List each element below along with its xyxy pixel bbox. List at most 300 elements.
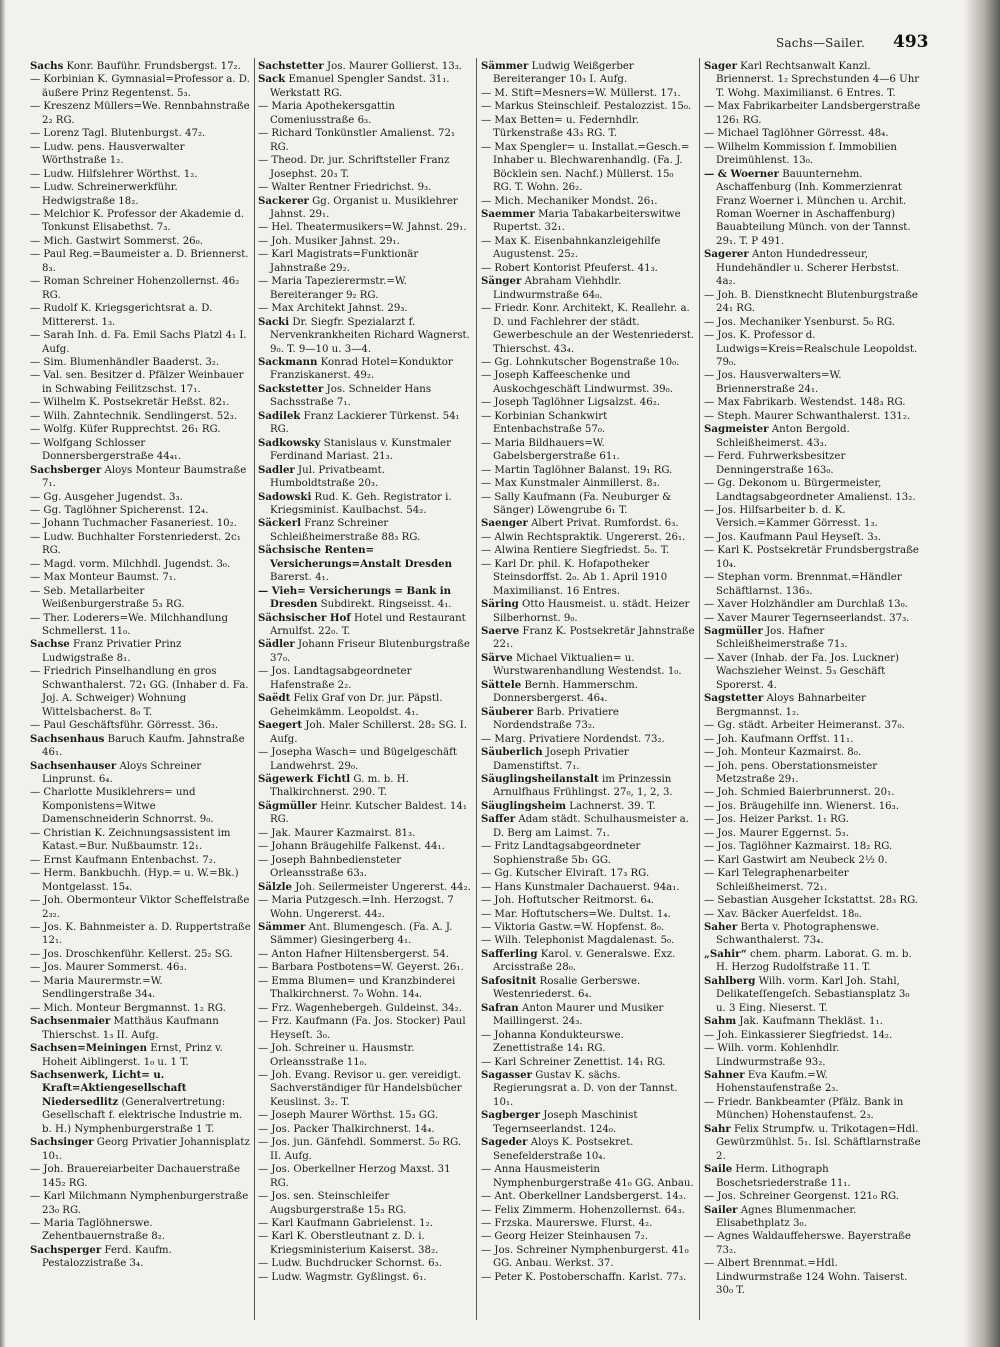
entry-surname: Sänger <box>481 275 522 288</box>
entry-text: Eva Kaufm.=W. Hohenstaufenstraße 2₃. <box>716 1069 839 1095</box>
directory-entry <box>481 1204 695 1217</box>
entry-text: Jak. Kaufmann Thekläst. 1₁. <box>736 1016 883 1028</box>
directory-entry <box>30 894 252 921</box>
directory-entry <box>30 612 252 639</box>
entry-text: — Paul Geschäftsführ. Görresst. 36₃. <box>30 720 219 732</box>
directory-entry <box>258 975 471 1002</box>
directory-entry <box>258 1271 471 1284</box>
entry-text: — Sarah Inh. d. Fa. Emil Sachs Platzl 4₁ I. Aufg. <box>30 330 247 355</box>
entry-surname: Safferling <box>481 947 538 960</box>
entry-text: — Ludw. Schreinerwerkführ. Hedwigstraße 18₂. <box>30 182 178 207</box>
directory-entry <box>30 235 252 248</box>
entry-text: — Ludw. Buchdrucker Schornst. 6₃. <box>258 1258 442 1270</box>
directory-entry <box>481 840 695 867</box>
directory-entry <box>481 908 695 921</box>
entry-surname: Sackerer <box>258 194 309 207</box>
directory-entry <box>704 410 922 423</box>
entry-text: Barerst. 4₁. <box>270 572 329 584</box>
entry-text: Ludwig Weißgerber Bereiteranger 10₃ I. Aufg. <box>493 61 634 86</box>
column-rule <box>699 58 700 1320</box>
directory-entry <box>30 827 252 854</box>
entry-text: — Gg. Kutscher Elviraſt. 17₃ RG. <box>481 868 650 880</box>
directory-entry <box>704 1069 922 1096</box>
entry-text: — Anton Hafner Hiltensbergerst. 54. <box>258 948 449 960</box>
directory-entry <box>481 625 695 652</box>
entry-surname: Sagerer <box>704 248 749 261</box>
entry-text: — Friedr. Konr. Architekt, K. Reallehr. a. D. und Fachlehrer der städt. Gewerbeschule an der Westenriederst. Thierschst. 43₄. <box>481 303 695 355</box>
directory-entry <box>481 262 695 275</box>
entry-text: — Maria Taglöhnerswe. Zehentbauernstraße 8₂. <box>30 1217 166 1243</box>
entry-text: — Joh. Monteur Kazmairst. 8₀. <box>704 747 862 759</box>
entry-text: — Xaver Holzhändler am Durchlaß 13₀. <box>704 599 908 611</box>
entry-text: — Magd. vorm. Milchhdl. Jugendst. 3₀. <box>30 558 231 570</box>
entry-text: — Jos. Mechaniker Ysenburst. 5₀ RG. <box>704 316 896 328</box>
directory-entry <box>258 585 471 612</box>
directory-entry <box>30 141 252 168</box>
directory-entry <box>30 369 252 396</box>
directory-entry <box>258 1190 471 1217</box>
directory-entry <box>258 154 471 181</box>
entry-text: — Ludw. pens. Hausverwalter Wörthstraße 1₂. <box>30 141 185 167</box>
directory-entry <box>258 961 471 974</box>
entry-surname: Saëdt <box>258 692 291 705</box>
directory-entry <box>258 316 471 356</box>
entry-text: Franz Lackierer Türkenst. 54₁ RG. <box>270 410 460 436</box>
directory-entry <box>481 1029 695 1056</box>
entry-text: Berta v. Photographenswe. Schwanthalerst. 73₄. <box>716 922 880 947</box>
directory-entry <box>481 934 695 947</box>
directory-entry <box>30 733 252 760</box>
directory-entry <box>481 867 695 880</box>
directory-entry <box>481 948 695 975</box>
directory-entry <box>258 356 471 383</box>
entry-text: Barb. Privatiere Nordendstraße 73₂. <box>493 706 619 732</box>
directory-entry <box>481 800 695 813</box>
entry-text: — Wolfg. Küfer Rupprechtst. 26₁ RG. <box>30 424 221 436</box>
entry-text: — Ernst Kaufmann Entenbachst. 7₂. <box>30 854 217 866</box>
entry-surname: Sagasser <box>481 1068 533 1081</box>
directory-entry <box>704 625 922 652</box>
directory-entry <box>704 1029 922 1042</box>
entry-text: — Maria Apothekersgattin Comeniusstraße 6₃. <box>258 101 395 126</box>
entry-text: — Val. sen. Besitzer d. Pfälzer Weinbauer in Schwabing Feilitzschst. 17₁. <box>30 370 244 395</box>
entry-text: — Ludw. Hilfslehrer Wörthst. 1₂. <box>30 168 198 180</box>
entry-text: — Joh. Einkassierer Siegfriedst. 14₂. <box>704 1029 893 1041</box>
entry-text: — Max Monteur Baumst. 7₁. <box>30 572 177 584</box>
entry-text: — Emma Blumen= und Kranzbinderei Thalkirchnerst. 7₀ Wohn. 14₄. <box>258 975 456 1001</box>
column-rule <box>476 58 477 1320</box>
entry-text: Jos. Maurer Gollierst. 13₃. <box>323 61 463 72</box>
entry-text: — Korbinian K. Gymnasial=Professor a. D. äußere Prinz Regentenst. 5₃. <box>30 74 250 99</box>
directory-entry <box>258 612 471 639</box>
directory-entry <box>704 571 922 598</box>
directory-entry <box>704 652 922 692</box>
directory-entry <box>30 491 252 504</box>
directory-entry <box>30 356 252 369</box>
directory-entry <box>30 410 252 423</box>
directory-entry <box>30 1015 252 1042</box>
directory-entry <box>704 369 922 396</box>
entry-text: — Frz. Wagenhebergeh. Guldeinst. 34₂. <box>258 1002 462 1014</box>
entry-text: — Jos. Taglöhner Kazmairst. 18₂ RG. <box>704 841 893 853</box>
directory-entry <box>30 100 252 127</box>
running-head: Sachs—Sailer. <box>776 36 865 50</box>
entry-text: Konrad Hotel=Konduktor Franziskanerst. 49₂. <box>270 356 453 382</box>
entry-text: — Jos. sen. Steinschleifer Augsburgerstraße 15₃ RG. <box>258 1191 407 1216</box>
entry-text: — Felix Zimmerm. Hohenzollernst. 64₃. <box>481 1204 685 1216</box>
entry-text: Baruch Kaufm. Jahnstraße 46₁. <box>42 733 245 759</box>
directory-entry <box>704 975 922 1015</box>
entry-surname: Saegert <box>258 719 303 732</box>
entry-text: — Karl Schreiner Zenettist. 14₁ RG. <box>481 1056 666 1068</box>
entry-surname: Sachsberger <box>30 463 102 476</box>
entry-text: Anton Maurer und Musiker Maillingerst. 24₃. <box>493 1002 664 1028</box>
entry-text: — Karl Telegraphenarbeiter Schleißheimerst. 72₁. <box>704 868 849 893</box>
directory-entry <box>704 100 922 127</box>
entry-text: Joh. Maler Schillerst. 28₂ SG. I. Aufg. <box>270 720 468 745</box>
directory-entry <box>30 181 252 208</box>
entry-text: Felix Graf von Dr. jur. Päpstl. Geheimkämm. Leopoldst. 4₁. <box>270 693 443 718</box>
entry-surname: Säuglingsheim <box>481 799 567 812</box>
entry-surname: Sadler <box>258 463 295 476</box>
entry-text: — Anna Hausmeisterin Nymphenburgerstraße 41₀ GG. Anbau. <box>481 1164 694 1189</box>
directory-entry <box>30 786 252 826</box>
directory-entry <box>481 531 695 544</box>
entry-text: — Charlotte Musiklehrers= und Komponistens=Witwe Damenschneiderin Schnorrst. 9₀. <box>30 787 214 826</box>
entry-text: — Peter K. Postoberschaffn. Karlst. 77₃. <box>481 1271 687 1283</box>
directory-entry <box>258 1136 471 1163</box>
directory-entry <box>481 396 695 409</box>
directory-entry <box>704 1230 922 1257</box>
entry-text: Felix Strumpfw. u. Trikotagen=Hdl. Gewürzmühlst. 5₁. Isl. Schäftlarnstraße 2. <box>716 1123 921 1162</box>
entry-surname: — Vieh= Versicherungs = Bank in Dresden <box>258 584 451 611</box>
directory-entry <box>258 638 471 665</box>
entry-text: — Georg Heizer Steinhausen 7₂. <box>481 1231 649 1243</box>
entry-text: — Ludw. Wagmstr. Gyßlingst. 6₁. <box>258 1271 427 1283</box>
directory-entry <box>704 141 922 168</box>
entry-text: — Jos. Schreiner Georgenst. 121₀ RG. <box>704 1191 899 1203</box>
entry-text: — Fritz Landtagsabgeordneter Sophienstraße 5b₁ GG. <box>481 841 641 866</box>
entry-surname: Säuberlich <box>481 746 543 759</box>
entry-text: — Martin Taglöhner Balanst. 19₁ RG. <box>481 464 673 476</box>
directory-entry <box>481 410 695 437</box>
entry-text: — Gg. Ausgeher Jugendst. 3₃. <box>30 491 183 503</box>
entry-text: — Johann Tuchmacher Fasaneriest. 10₂. <box>30 518 237 530</box>
entry-text: — Robert Kontorist Pfeuferst. 41₃. <box>481 262 658 274</box>
entry-text: Georg Privatier Johannisplatz 10₁. <box>42 1137 250 1162</box>
directory-entry <box>704 316 922 329</box>
directory-entry <box>30 558 252 571</box>
directory-entry <box>258 181 471 194</box>
entry-surname: Safositnit <box>481 974 537 987</box>
entry-text: Karl Rechtsanwalt Kanzl. Briennerst. 1₂ Sprechstunden 4—6 Uhr T. Wohg. Maximilianst. 6 Entres. T. <box>716 61 920 99</box>
directory-entry <box>30 1244 252 1271</box>
directory-entry <box>481 1244 695 1271</box>
directory-entry <box>481 1230 695 1243</box>
directory-entry <box>258 840 471 853</box>
directory-entry <box>704 813 922 826</box>
entry-text: G. m. b. H. Thalkirchnerst. 290. T. <box>270 774 409 799</box>
entry-text: — Roman Schreiner Hohenzollernst. 46₂ RG. <box>30 276 240 301</box>
directory-entry <box>258 854 471 881</box>
directory-entry <box>704 168 922 249</box>
entry-text: — Karl Milchmann Nymphenburgerstraße 23₀ RG. <box>30 1191 249 1216</box>
directory-entry <box>481 544 695 557</box>
directory-entry <box>704 746 922 759</box>
entry-text: Jos. Hafner Schleißheimerstraße 71₃. <box>716 626 848 651</box>
directory-entry <box>481 894 695 907</box>
directory-entry <box>704 423 922 450</box>
entry-text: — Frz. Kaufmann (Fa. Jos. Stocker) Paul Heyseſt. 3₀. <box>258 1016 466 1041</box>
entry-text: — Jos. Hausverwalters=W. Briennerstraße 24₁. <box>704 370 842 395</box>
entry-text: — Joh. B. Dienstknecht Blutenburgstraße 24₁ RG. <box>704 289 918 315</box>
entry-text: — Jos. Hilfsarbeiter b. d. K. Versich.=Kammer Görresst. 1₃. <box>704 504 878 530</box>
entry-surname: Sackstetter <box>258 382 324 395</box>
directory-entry <box>30 464 252 491</box>
directory-entry <box>258 73 471 100</box>
entry-text: — Alwina Rentiere Siegfriedst. 5₀. T. <box>481 545 670 557</box>
directory-entry <box>258 1069 471 1109</box>
entry-surname: Sachsenhaus <box>30 732 105 745</box>
entry-text: Maria Tabakarbeiterswitwe Rupertst. 32₁. <box>493 208 681 234</box>
entry-text: — Mich. Mechaniker Mondst. 26₁. <box>481 195 658 207</box>
entry-text: — Jak. Maurer Kazmairst. 81₃. <box>258 827 416 839</box>
directory-entry <box>258 302 471 315</box>
directory-entry <box>704 908 922 921</box>
entry-text: — Jos. K. Professor d. Ludwigs=Kreis=Realschule Leopoldst. 79₀. <box>704 330 918 368</box>
entry-text: — Wilhelm K. Postsekretär Heßst. 82₁. <box>30 397 230 409</box>
directory-entry <box>704 612 922 625</box>
directory-entry <box>481 975 695 1002</box>
entry-text: — Frzska. Maurerswe. Flurst. 4₂. <box>481 1217 653 1229</box>
directory-entry <box>30 168 252 181</box>
directory-entry <box>30 961 252 974</box>
directory-entry <box>30 571 252 584</box>
entry-text: — Joh. Schreiner u. Hausmstr. Orleansstraße 11₀. <box>258 1043 415 1068</box>
entry-surname: Sadilek <box>258 409 301 422</box>
entry-text: — Stephan vorm. Brennmat.=Händler Schäftlarnst. 136₃. <box>704 572 902 597</box>
entry-text: — Markus Steinschleif. Pestalozzist. 15₀. <box>481 101 692 113</box>
directory-entry <box>258 1257 471 1270</box>
entry-text: Rosalie Gerberswe. Westenriederst. 6₄. <box>493 975 641 1001</box>
entry-text: — Maria Maurermstr.=W. Sendlingerstraße 34₄. <box>30 975 163 1001</box>
entry-text: — Karl Kaufmann Gabrielenst. 1₂. <box>258 1217 433 1229</box>
entry-text: — Karl Gastwirt am Neubeck 2½ 0. <box>704 854 888 866</box>
entry-text: — Karl K. Postsekretär Frundsbergstraße 10₄. <box>704 545 919 570</box>
directory-entry <box>704 840 922 853</box>
directory-entry <box>258 1217 471 1230</box>
entry-text: — Theod. Dr. jur. Schriftsteller Franz Josephst. 20₃ T. <box>258 155 450 180</box>
entry-text: — Karl Magistrats=Funktionär Jahnstraße 29₂. <box>258 249 419 274</box>
entry-text: — Jos. Schreiner Nymphenburgerst. 41₀ GG. Anbau. Werkst. 37. <box>481 1244 689 1270</box>
directory-entry <box>481 517 695 530</box>
entry-surname: Saher <box>704 921 738 933</box>
directory-entry <box>481 746 695 773</box>
directory-entry <box>704 800 922 813</box>
directory-entry <box>704 867 922 894</box>
directory-entry <box>258 1230 471 1257</box>
entry-text: Ferd. Kaufm. Pestalozzistraße 3₄. <box>42 1244 172 1270</box>
directory-entry <box>30 275 252 302</box>
directory-entry <box>704 948 922 975</box>
directory-entry <box>258 827 471 840</box>
directory-entry <box>258 1109 471 1122</box>
directory-entry <box>30 1163 252 1190</box>
directory-entry <box>258 195 471 222</box>
entry-text: chem. pharm. Laborat. G. m. b. H. Herzog Rudolfstraße 11. T. <box>716 948 912 974</box>
entry-text: — Max K. Eisenbahnkanzleigehilfe Augustenst. 25₂. <box>481 235 661 261</box>
directory-entry <box>704 760 922 787</box>
directory-entry <box>258 692 471 719</box>
directory-entry <box>704 396 922 409</box>
entry-text: — Wilh. vorm. Kohlenhdlr. Lindwurmstraße 93₂. <box>704 1043 840 1068</box>
directory-entry <box>258 665 471 692</box>
entry-text: — Gg. Taglöhner Spicherenst. 12₄. <box>30 504 209 516</box>
entry-text: — Jos. Droschkenführ. Kellerst. 25₂ SG. <box>30 948 233 960</box>
entry-text: — Max Spengler= u. Installat.=Gesch.= Inhaber u. Blechwarenhandlg. (Fa. J. Böcklein sen. Nachf.) Müllerst. 15₀ RG. T. Wohn. 26₂. <box>481 141 690 194</box>
entry-text: — Joseph Taglöhner Ligsalzst. 46₂. <box>481 397 661 409</box>
directory-entry <box>258 881 471 894</box>
entry-text: Aloys Bahnarbeiter Bergmannst. 1₂. <box>716 693 866 718</box>
directory-entry <box>704 531 922 544</box>
directory-entry <box>704 692 922 719</box>
entry-surname: Sahlberg <box>704 974 756 987</box>
directory-entry <box>704 477 922 504</box>
entry-text: Karol. v. Generalswe. Exz. Arcisstraße 28₀. <box>493 948 676 974</box>
directory-entry <box>258 100 471 127</box>
entry-surname: Sahr <box>704 1122 731 1135</box>
directory-entry <box>30 73 252 100</box>
entry-text: — Rudolf K. Kriegsgerichtsrat a. D. Mittererst. 1₃. <box>30 303 213 328</box>
column-3 <box>481 60 695 1328</box>
entry-surname: Saenger <box>481 517 528 530</box>
directory-entry <box>704 1257 922 1297</box>
directory-entry <box>481 87 695 100</box>
directory-entry <box>481 208 695 235</box>
entry-text: — Johanna Kondukteurswe. Zenettistraße 14₁ RG. <box>481 1029 624 1055</box>
entry-text: — Max Fabrikarb. Westendst. 148₃ RG. <box>704 397 906 409</box>
entry-text: Franz Schreiner Schleißheimerstraße 88₃ RG. <box>270 518 421 543</box>
entry-text: — Steph. Maurer Schwanthalerst. 131₂. <box>704 410 911 422</box>
entry-surname: Sack <box>258 73 286 86</box>
entry-text: — Herm. Bankbuchh. (Hyp.= u. W.=Bk.) Montgelasst. 15₄. <box>30 868 239 893</box>
entry-text: — Christian K. Zeichnungsassistent im Katast.=Bur. Nußbaumstr. 12₁. <box>30 827 231 853</box>
directory-entry <box>258 517 471 544</box>
directory-entry <box>481 1271 695 1284</box>
entry-text: — Mich. Gastwirt Sommerst. 26₀. <box>30 235 203 247</box>
entry-text: — Maria Tapezierermstr.=W. Bereiteranger 9₂ RG. <box>258 276 407 301</box>
entry-text: — Ludw. Buchhalter Forstenriederst. 2c₁ RG. <box>30 531 241 557</box>
entry-surname: Sailer <box>704 1203 738 1216</box>
entry-text: — Jos. K. Bahnmeister a. D. Ruppertstraße 12₁. <box>30 922 251 947</box>
entry-text: Franz Privatier Prinz Ludwigstraße 8₁. <box>42 639 182 664</box>
entry-surname: Saerve <box>481 625 520 638</box>
entry-text: — Joh. Hoftutscher Reitmorst. 6₄. <box>481 895 655 907</box>
directory-entry <box>481 733 695 746</box>
directory-entry <box>481 679 695 706</box>
directory-entry <box>481 1217 695 1230</box>
entry-text: Otto Hausmeist. u. städt. Heizer Silberhornst. 9₀. <box>493 599 690 624</box>
entry-text: Subdirekt. Ringseisst. 4₁. <box>317 599 452 611</box>
directory-entry <box>481 100 695 113</box>
entry-text: Joh. Seilermeister Ungererst. 44₂. <box>291 881 471 893</box>
entry-surname: Sager <box>704 60 737 72</box>
directory-entry <box>30 437 252 464</box>
directory-entry <box>258 248 471 275</box>
directory-entry <box>30 585 252 612</box>
directory-entry <box>30 248 252 275</box>
entry-text: Ant. Blumengesch. (Fa. A. J. Sämmer) Giesingerberg 4₁. <box>270 922 453 947</box>
directory-entry <box>481 491 695 518</box>
entry-text: — Viktoria Gastw.=W. Hopfenst. 8₀. <box>481 922 665 933</box>
directory-entry <box>30 531 252 558</box>
entry-text: — Joseph Bahnbediensteter Orleansstraße 63₃. <box>258 854 402 880</box>
entry-text: — Jos. Kaufmann Paul Heyseſt. 3₃. <box>704 531 882 543</box>
entry-text: — Albert Brennmat.=Hdl. Lindwurmstraße 124 Wohn. Taiserst. 30₀ T. <box>704 1258 908 1297</box>
directory-entry <box>258 383 471 410</box>
entry-text: Lachnerst. 39. T. <box>566 800 656 812</box>
directory-entry <box>30 1190 252 1217</box>
entry-surname: Sämmer <box>481 60 529 72</box>
entry-text: Stanislaus v. Kunstmaler Ferdinand Mariast. 21₃. <box>270 437 451 463</box>
directory-entry <box>30 208 252 235</box>
directory-entry <box>258 235 471 248</box>
directory-entry <box>258 773 471 800</box>
entry-text: — Max Architekt Jahnst. 29₃. <box>258 303 408 315</box>
entry-surname: Säckerl <box>258 517 301 530</box>
entry-text: — Hel. Theatermusikers=W. Jahnst. 29₁. <box>258 222 467 234</box>
entry-text: — Walter Rentner Friedrichst. 9₃. <box>258 182 432 194</box>
entry-text: — Lorenz Tagl. Blutenburgst. 47₂. <box>30 128 206 140</box>
entry-text: — Marg. Privatiere Nordendst. 73₂. <box>481 733 665 745</box>
entry-surname: Sachstetter <box>258 60 324 72</box>
directory-entry <box>30 1136 252 1163</box>
directory-entry <box>704 719 922 732</box>
directory-entry <box>258 1015 471 1042</box>
entry-text: — Wilh. Telephonist Magdalenast. 5₀. <box>481 935 675 947</box>
entry-text: — Gg. Lohnkutscher Bogenstraße 10₀. <box>481 356 680 368</box>
directory-entry <box>30 302 252 329</box>
entry-surname: Sägewerk Fichtl <box>258 773 351 786</box>
column-rule <box>254 58 255 1320</box>
entry-text: — Maria Putzgesch.=Inh. Herzogst. 7 Wohn. Ungererst. 44₂. <box>258 895 454 920</box>
directory-entry <box>258 491 471 518</box>
entry-text: — Xaver (Inhab. der Fa. Jos. Luckner) Wachszieher Weinst. 5₃ Geschäft Sporerst. 4. <box>704 652 899 691</box>
directory-entry <box>481 1069 695 1109</box>
directory-entry <box>481 773 695 800</box>
directory-entry <box>704 329 922 369</box>
entry-surname: Sächsische Renten= Versicherungs=Anstalt Dresden <box>258 544 452 570</box>
entry-surname: — & Woerner <box>704 167 779 180</box>
entry-surname: Sachsenhauser <box>30 759 117 772</box>
entry-text: — Wilhelm Kommission f. Immobilien Dreimühlenst. 13₀. <box>704 141 897 167</box>
entry-text: — Korbinian Schankwirt Entenbachstraße 57₀. <box>481 410 608 436</box>
entry-text: — Michael Taglöhner Görresst. 48₄. <box>704 128 889 140</box>
entry-text: — Joh. Schmied Baierbrunnerst. 20₁. <box>704 787 895 799</box>
directory-entry <box>481 1136 695 1163</box>
entry-text: Albert Privat. Rumfordst. 6₃. <box>527 518 679 530</box>
directory-entry <box>258 127 471 154</box>
entry-surname: Sagmeister <box>704 423 769 436</box>
directory-entry <box>481 1056 695 1069</box>
entry-surname: Säuberer <box>481 705 534 718</box>
entry-text: Heinr. Kutscher Baldest. 14₁ RG. <box>270 800 467 826</box>
directory-entry <box>30 867 252 894</box>
directory-entry <box>481 369 695 396</box>
entry-text: — Mar. Hoftutschers=We. Dultst. 1₄. <box>481 908 671 920</box>
entry-text: im Prinzessin Arnulfhaus Frühlingst. 27₀, 1, 2, 3. <box>493 774 673 799</box>
directory-entry <box>30 504 252 517</box>
